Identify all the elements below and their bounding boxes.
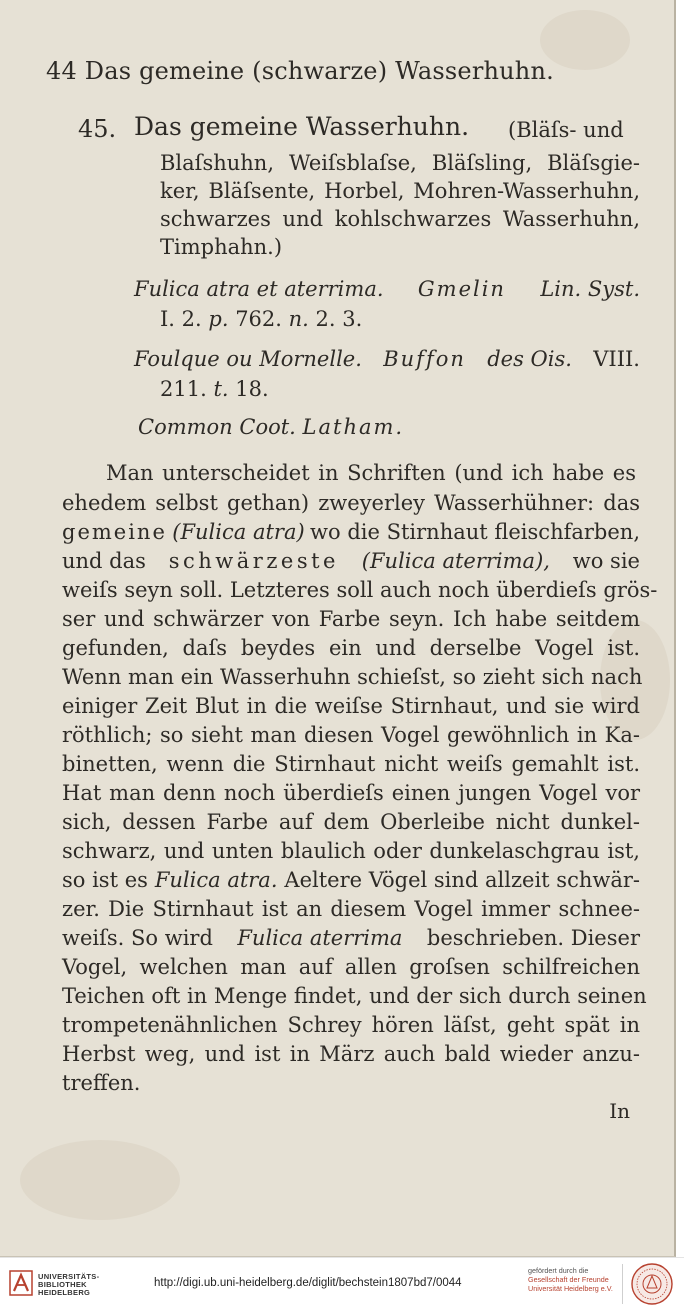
body-text: und das bbox=[62, 549, 146, 573]
body-line: Wenn man ein Wasserhuhn schieſst, so zieht sich nach bbox=[62, 665, 643, 689]
body-text: weiſs. So wird bbox=[62, 926, 213, 950]
body-line: gefunden, daſs beydes ein und derselbe Vogel ist. bbox=[62, 636, 640, 660]
citation-species: Common Coot. bbox=[138, 415, 296, 439]
citation-p: p. bbox=[208, 307, 229, 331]
body-line: weiſs seyn soll. Letzteres soll auch noch überdieſs grös- bbox=[62, 578, 658, 602]
citation-n: n. bbox=[288, 307, 309, 331]
citation-species: Fulica atra et aterrima. bbox=[134, 277, 384, 301]
library-name-line: HEIDELBERG bbox=[38, 1288, 91, 1298]
university-seal-icon bbox=[630, 1262, 674, 1306]
citation-work: des Ois. bbox=[487, 347, 572, 371]
body-line bbox=[62, 867, 640, 893]
sponsor-name-line: Universität Heidelberg e.V. bbox=[528, 1284, 613, 1293]
citation-species: Foulque ou Mornelle. bbox=[134, 347, 362, 371]
entry-number: 45. bbox=[78, 115, 117, 143]
library-name-line: UNIVERSITÄTS- bbox=[38, 1272, 100, 1281]
emph-word: gemeine bbox=[62, 520, 167, 544]
body-line bbox=[62, 519, 640, 545]
citation-latham bbox=[138, 414, 404, 440]
catch-word: In bbox=[609, 1099, 630, 1123]
citation-number: 2. 3. bbox=[315, 307, 363, 331]
citation-plate: 18. bbox=[235, 377, 269, 401]
citation-volume: I. 2. bbox=[160, 307, 202, 331]
emph-word: schwärzeste bbox=[168, 549, 339, 573]
species-name: (Fulica atra) bbox=[172, 520, 305, 544]
body-line: Teichen oft in Menge findet, und der sich durch seinen bbox=[62, 984, 647, 1008]
synonym-line: Timphahn.) bbox=[160, 235, 283, 259]
citation-volume: VIII. bbox=[593, 347, 640, 371]
citation-gmelin bbox=[134, 276, 640, 302]
paper-stain bbox=[20, 1140, 180, 1220]
body-text: beschrieben. Dieser bbox=[426, 926, 640, 950]
citation-author: Buffon bbox=[383, 347, 466, 371]
species-name: (Fulica aterrima), bbox=[361, 549, 550, 573]
citation-gmelin-ref bbox=[160, 306, 362, 332]
library-name-line: BIBLIOTHEK bbox=[38, 1280, 87, 1290]
synonym-line: ker, Bläſsente, Horbel, Mohren-Wasserhuhn, bbox=[160, 179, 640, 203]
body-line: trompetenähnlichen Schrey hören läſst, geht spät in bbox=[62, 1013, 640, 1037]
body-text: wo die Stirnhaut fleischfarben, bbox=[310, 520, 640, 544]
divider bbox=[622, 1264, 623, 1304]
species-name: Fulica atra. bbox=[154, 868, 278, 892]
body-line: ehedem selbst gethan) zweyerley Wasserhühner: das bbox=[62, 491, 640, 515]
citation-author: Gmelin bbox=[417, 277, 506, 301]
citation-buffon-ref bbox=[160, 376, 269, 402]
body-line: Man unterscheidet in Schriften (und ich habe es bbox=[106, 461, 636, 485]
library-name bbox=[38, 1273, 99, 1298]
sponsor-credit bbox=[528, 1266, 613, 1293]
body-text: so ist es bbox=[62, 868, 148, 892]
sponsor-label: gefördert durch die bbox=[528, 1266, 589, 1275]
running-head: 44 Das gemeine (schwarze) Wasserhuhn. bbox=[46, 57, 554, 85]
body-line: binetten, wenn die Stirnhaut nicht weiſs gemahlt ist. bbox=[62, 752, 640, 776]
body-line: zer. Die Stirnhaut ist an diesem Vogel immer schnee- bbox=[62, 897, 640, 921]
university-library-logo-icon bbox=[8, 1268, 34, 1298]
synonym-line: schwarzes und kohlschwarzes Wasserhuhn, bbox=[160, 207, 640, 231]
body-line: sich, dessen Farbe auf dem Oberleibe nicht dunkel- bbox=[62, 810, 640, 834]
body-text: wo sie bbox=[572, 549, 640, 573]
citation-work: Lin. Syst. bbox=[540, 277, 640, 301]
body-line bbox=[62, 548, 640, 574]
citation-page: 211. bbox=[160, 377, 207, 401]
body-line: einiger Zeit Blut in die weiſse Stirnhaut, und sie wird bbox=[62, 694, 640, 718]
body-line: röthlich; so sieht man diesen Vogel gewöhnlich in Ka- bbox=[62, 723, 640, 747]
footer-bar bbox=[0, 1257, 684, 1309]
body-line: treffen. bbox=[62, 1071, 141, 1095]
body-text: Aeltere Vögel sind allzeit schwär- bbox=[284, 868, 640, 892]
citation-buffon bbox=[134, 346, 640, 372]
sponsor-name-line: Gesellschaft der Freunde bbox=[528, 1275, 609, 1284]
body-line: schwarz, und unten blaulich oder dunkelaschgrau ist, bbox=[62, 839, 640, 863]
citation-page: 762. bbox=[235, 307, 282, 331]
body-line: Vogel, welchen man auf allen groſsen schilfreichen bbox=[62, 955, 640, 979]
citation-author: Latham. bbox=[302, 415, 405, 439]
body-line: Herbst weg, und ist in März auch bald wieder anzu- bbox=[62, 1042, 640, 1066]
body-line bbox=[62, 925, 640, 951]
body-line: Hat man denn noch überdieſs einen jungen Vogel vor bbox=[62, 781, 640, 805]
entry-title: Das gemeine Wasserhuhn. bbox=[134, 112, 470, 141]
citation-t: t. bbox=[213, 377, 229, 401]
synonym-line: (Bläſs- und bbox=[508, 118, 624, 142]
synonym-line: Blaſshuhn, Weiſsblaſse, Bläſsling, Bläſsgie- bbox=[160, 151, 640, 175]
body-line: ser und schwärzer von Farbe seyn. Ich habe seitdem bbox=[62, 607, 640, 631]
species-name: Fulica aterrima bbox=[237, 926, 403, 950]
source-url-link[interactable]: http://digi.ub.uni-heidelberg.de/diglit/bechstein1807bd7/0044 bbox=[154, 1277, 462, 1289]
